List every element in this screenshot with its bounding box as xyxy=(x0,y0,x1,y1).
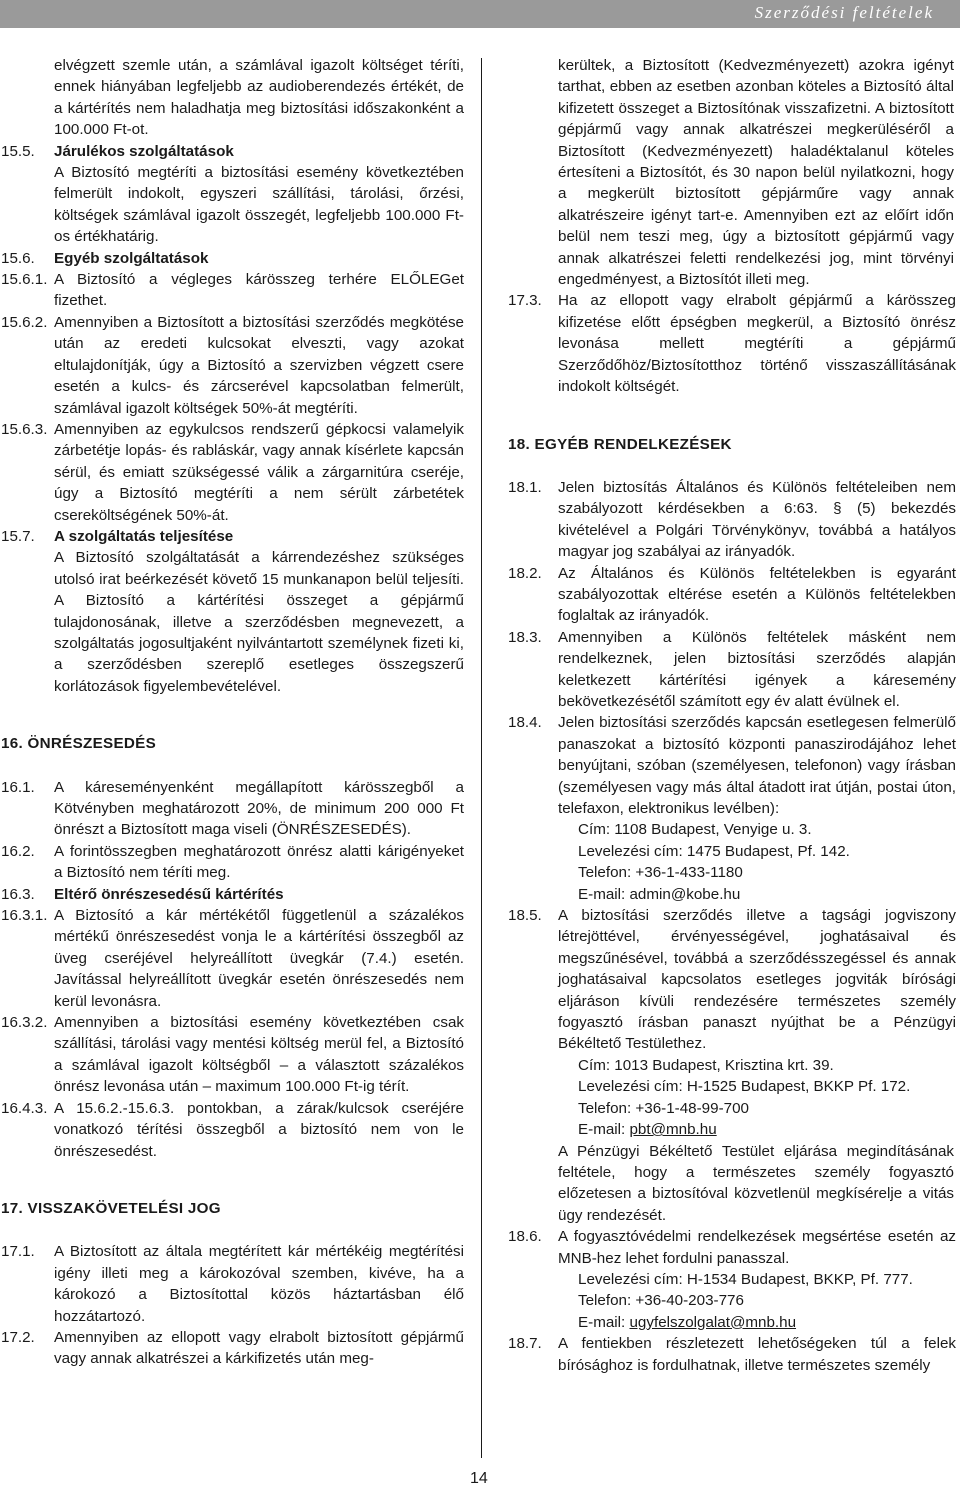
clause-title: Eltérő önrészesedésű kártérítés xyxy=(54,885,284,903)
contact-address: Cím: 1013 Budapest, Krisztina krt. 39. xyxy=(578,1056,834,1074)
clause-text: Jelen biztosítás Általános és Különös feltételeiben nem szabályozott kérdésekben a 6:63. § (5) bekezdés kivételével a Polgári Törvénykönyv, továbbá a hatályos magyar jog szabályai az irányadók. xyxy=(558,478,956,561)
clause-number: 15.6.3. xyxy=(1,420,48,438)
clause-16-3-1 xyxy=(0,905,470,1012)
clause-18-5 xyxy=(498,905,960,1055)
clause-text: Ha az ellopott vagy elrabolt gépjármű a kárösszeg kifizetése előtt épségben megkerül, a Biztosító önrész levonása mellett megtéríti a gépjármű Szerződőhöz/Biztosítotthoz történő visszaszállításának indokolt költségét. xyxy=(558,292,956,396)
section-17-heading: 17. VISSZAKÖVETELÉSI JOG xyxy=(1,1199,221,1217)
clause-18-7 xyxy=(498,1333,960,1376)
clause-text: Amennyiben a Különös feltételek másként nem rendelkeznek, jelen biztosítási szerződés alapján keletkezett kártérítési igények a káresemény bekövetkezésétől számított egy év alatt évülnek el. xyxy=(558,628,956,710)
email-label: E-mail: xyxy=(578,1121,630,1139)
clause-number: 18.5. xyxy=(508,907,542,925)
clause-16-2 xyxy=(0,841,470,884)
contact-email xyxy=(498,1312,960,1333)
clause-18-6 xyxy=(498,1226,960,1269)
clause-text: Amennyiben az ellopott vagy elrabolt biztosított gépjármű vagy annak alkatrészei a kárkifizetés után meg- xyxy=(54,1328,464,1368)
clause-number: 15.6.2. xyxy=(1,313,48,331)
clause-number: 15.5. xyxy=(1,142,35,160)
clause-number: 16.3.1. xyxy=(1,907,48,925)
clause-number: 16.3.2. xyxy=(1,1014,48,1032)
clause-text: A Biztosító megtéríti a biztosítási esemény következtében felmerült indokolt, egyszeri szállítási, tárolási, őrzési, költségek számlával igazolt összegét, legfeljebb 100.000 Ft-os értékhatárig. xyxy=(54,164,464,246)
clause-text: Amennyiben a Biztosított a biztosítási szerződés megkötése után az eredeti kulcsokat elveszti, vagy azokat eltulajdonítják, úgy a Biztosító a szervizben végzett csere esetén a kulcs- és zárcserével kapcsolatban felmerült, számlával igazolt költségek 50%-át megtéríti. xyxy=(54,313,464,417)
clause-number: 15.6. xyxy=(1,249,35,267)
left-intro-text: elvégzett szemle után, a számlával igazolt költséget téríti, ennek hiányában legfeljebb az audioberendezés értékét, de a kártérítés nem haladhatja meg biztosítási időszakonként a 100.000 Ft-ot. xyxy=(54,57,464,139)
clause-number: 18.2. xyxy=(508,564,542,582)
contact-postal-address: Levelezési cím: H-1534 Budapest, BKKP, Pf. 777. xyxy=(578,1270,913,1288)
clause-17-3 xyxy=(498,290,960,397)
clause-text: A Biztosító a végleges kárösszeg terhére ELŐLEGet fizethet. xyxy=(54,271,464,310)
clause-number: 18.3. xyxy=(508,628,542,646)
email-label: E-mail: xyxy=(578,1313,630,1331)
clause-number: 17.2. xyxy=(1,1328,35,1346)
mnb-contact xyxy=(498,1269,960,1333)
clause-text: A fentiekben részletezett lehetőségeken túl a felek bírósághoz is fordulhatnak, illetve természetes személy xyxy=(558,1335,956,1374)
contact-address: Cím: 1108 Budapest, Venyige u. 3. xyxy=(578,821,812,839)
contact-email xyxy=(498,1119,960,1140)
complaint-office-contact xyxy=(498,819,960,905)
contact-postal-address: Levelezési cím: 1475 Budapest, Pf. 142. xyxy=(578,842,850,860)
clause-number: 16.1. xyxy=(1,778,35,796)
contact-phone: Telefon: +36-1-48-99-700 xyxy=(578,1099,749,1117)
clause-15-7 xyxy=(0,526,470,697)
email-link[interactable]: pbt@mnb.hu xyxy=(629,1121,717,1139)
clause-15-5 xyxy=(0,141,470,248)
left-column xyxy=(0,55,470,1370)
clause-number: 16.2. xyxy=(1,842,35,860)
clause-text: Jelen biztosítási szerződés kapcsán esetlegesen felmerülő panaszokat a biztosító központi panaszirodájához lehet benyújtani, szóban (személyesen, telefonon) vagy írásban (személyesen vagy más által átadott irat útján, postai úton, telefaxon, elektronikus levélben): xyxy=(558,714,956,817)
contact-postal-address: Levelezési cím: H-1525 Budapest, BKKP Pf. 172. xyxy=(578,1078,911,1096)
clause-18-3 xyxy=(498,627,960,713)
contact-phone: Telefon: +36-40-203-776 xyxy=(578,1292,744,1310)
clause-text: A forintösszegben meghatározott önrész alatti kárigényeket a Biztosító nem téríti meg. xyxy=(54,842,464,882)
clause-text: Amennyiben a biztosítási esemény következtében csak szállítási, tárolási vagy mentési költség merül fel, a Biztosító a számlával igazolt költségből – a választott százalékos önrész levonása után – maximum 100.000 Ft-ig térít. xyxy=(54,1014,464,1096)
clause-18-1 xyxy=(498,477,960,563)
clause-text: A káreseményenként megállapított kárösszegből a Kötvényben meghatározott 20%, de minimum 200 000 Ft önrészt a Biztosított maga viseli (ÖNRÉSZESEDÉS). xyxy=(54,778,464,839)
clause-number: 18.6. xyxy=(508,1228,542,1246)
clause-text: Az Általános és Különös feltételekben is egyaránt szabályozottak eltérése esetén a Különös feltételekben foglaltak az irányadók. xyxy=(558,564,956,625)
clause-17-1 xyxy=(0,1241,470,1327)
clause-16-3-2 xyxy=(0,1012,470,1098)
section-18-heading: 18. EGYÉB RENDELKEZÉSEK xyxy=(508,435,732,453)
clause-number: 16.3. xyxy=(1,885,35,903)
header-title: Szerződési feltételek xyxy=(754,3,934,22)
contact-email: E-mail: admin@kobe.hu xyxy=(578,885,741,903)
clause-16-3 xyxy=(0,884,470,905)
clause-text: A 15.6.2.-15.6.3. pontokban, a zárak/kulcsok cseréjére vonatkozó térítési összegből a biztosító nem von le önrészesedést. xyxy=(54,1099,464,1160)
clause-number: 17.1. xyxy=(1,1243,35,1261)
contact-phone: Telefon: +36-1-433-1180 xyxy=(578,864,743,882)
clause-number: 16.4.3. xyxy=(1,1099,48,1117)
header-bar xyxy=(0,0,960,28)
column-divider xyxy=(481,58,482,1458)
clause-16-1 xyxy=(0,777,470,841)
clause-text: A Biztosító szolgáltatását a kárrendezéshez szükséges utolsó irat beérkezését követő 15 munkanapon belül teljesíti. A Biztosító a kártérítési összeget a gépjármű tulajdonosának, illetve a szerződésben megnevezett, a szolgáltatás jogosultjaként nyilvántartott személynek fizeti ki, a szerződésben szereplő esetleges összegszerű korlátozások figyelembevételével. xyxy=(54,549,464,695)
right-column xyxy=(498,55,960,1376)
clause-text: A biztosítási szerződés illetve a tagsági jogviszony létrejöttével, érvényességével, joghatásaival és megszűnésével, továbbá a szerződésszegéssel és annak joghatásaival kapcsolatos esetleges jogviták bírósági eljáráson kívüli rendezésére természetes személy fogyasztó írásban panaszt nyújthat be a Pénzügyi Békéltető Testülethez. xyxy=(558,907,956,1053)
clause-18-4 xyxy=(498,712,960,819)
clause-text: A fogyasztóvédelmi rendelkezések megsértése esetén az MNB-hez lehet fordulni panasszal. xyxy=(558,1228,956,1267)
clause-text: A Biztosító a kár mértékétől függetlenül a százalékos mértékű önrészesedést vonja le a kártérítési összegből az üveg cseréjével helyreállított üvegkár (7.4.) esetén. Javítással helyreállított üvegkár esetén önrészesedés nem kerül levonásra. xyxy=(54,907,464,1010)
clause-18-2 xyxy=(498,563,960,627)
section-16-heading: 16. ÖNRÉSZESEDÉS xyxy=(1,735,157,753)
clause-number: 15.7. xyxy=(1,527,35,545)
clause-number: 15.6.1. xyxy=(1,271,48,289)
clause-number: 18.1. xyxy=(508,478,542,496)
arbitration-board-contact xyxy=(498,1055,960,1141)
clause-number: 17.3. xyxy=(508,292,542,310)
clause-text: A Biztosított az általa megtérített kár mértékéig megtérítési igény illeti meg a károkozóval szemben, kivéve, ha a károkozó a Biztosítottal közös háztartásban élő hozzátartozó. xyxy=(54,1243,464,1325)
clause-text: Amennyiben az egykulcsos rendszerű gépkocsi valamelyik zárbetétje lopás- és rabláskár, vagy annak kísérlete kapcsán sérül, és emiatt szükségessé válik a zárgarnitúra cseréje, úgy a Biztosító megtéríti a nem sérült zárbetétek csereköltségének 50%-át. xyxy=(54,420,464,524)
page-number: 14 xyxy=(470,1470,488,1487)
clause-15-6 xyxy=(0,248,470,269)
clause-15-6-1 xyxy=(0,269,470,312)
clause-15-6-3 xyxy=(0,419,470,526)
email-link[interactable]: ugyfelszolgalat@mnb.hu xyxy=(629,1313,797,1331)
right-intro-text: kerültek, a Biztosított (Kedvezményezett) azokra igényt tarthat, ebben az esetben azonban köteles a Biztosító által kifizetett összeget a Biztosítónak visszafizetni. A biztosított gépjármű vagy annak alkatrészei megkerüléséről a Biztosított (Kedvezményezett) haladéktalanul köteles értesíteni a Biztosítót, és 30 napon belül nyilatkozni, hogy a megkerült biztosított gépjárműre vagy annak alkatrészeire igényt tart-e. Amennyiben ezt az előírt időn belül nem teszi meg, úgy a biztosított gépjármű vagy annak alkatrészei feletti rendelkezési jog, mint törvényi engedményest, a Biztosítót illeti meg. xyxy=(558,57,954,289)
clause-17-2 xyxy=(0,1327,470,1370)
clause-number: 18.4. xyxy=(508,714,542,732)
clause-title: Egyéb szolgáltatások xyxy=(54,249,209,267)
clause-number: 18.7. xyxy=(508,1335,542,1353)
clause-16-4-3 xyxy=(0,1098,470,1162)
clause-15-6-2 xyxy=(0,312,470,419)
clause-18-5-continuation: A Pénzügyi Békéltető Testület eljárása megindításának feltétele, hogy a természetes személy fogyasztó előzetesen a biztosítóval közvetlenül megkísérelje a vitás ügy rendezését. xyxy=(558,1142,954,1224)
clause-title: A szolgáltatás teljesítése xyxy=(54,527,234,545)
clause-title: Járulékos szolgáltatások xyxy=(54,142,234,160)
